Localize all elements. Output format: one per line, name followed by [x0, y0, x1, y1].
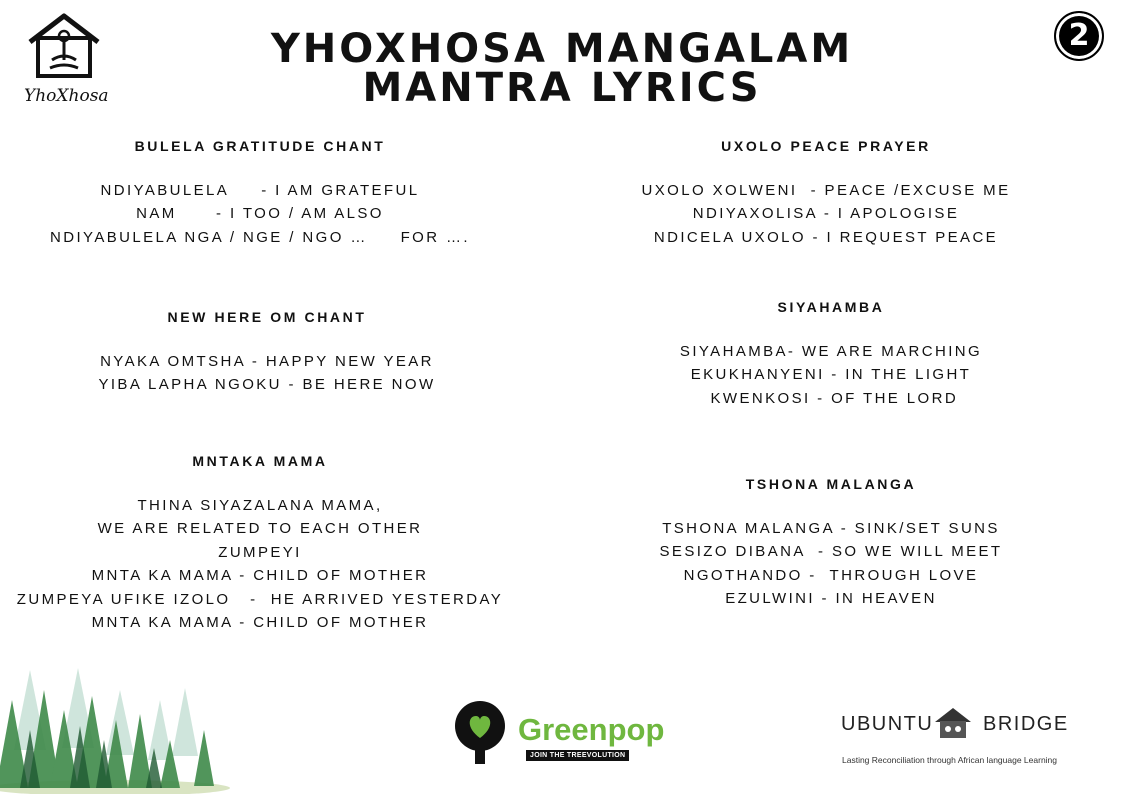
- lyric-line: NDIYABULELA - I AM GRATEFUL: [100, 182, 420, 199]
- ubuntu-bridge-wordmark-right: BRIDGE: [983, 713, 1069, 735]
- lyric-line: TSHONA MALANGA - SINK/SET SUNS: [662, 520, 1000, 537]
- ubuntu-bridge-tagline: Lasting Reconciliation through African language Learning: [842, 755, 1058, 765]
- ubuntu-bridge-logo: [838, 704, 1078, 770]
- lyric-line: ZUMPEYA UFIKE IZOLO - HE ARRIVED YESTERDAY: [16, 590, 504, 608]
- section-heading: SIYAHAMBA: [777, 299, 885, 315]
- lyrics-lines: [576, 179, 1076, 249]
- section-mntaka-mama: [10, 452, 510, 634]
- lyrics-lines: [10, 494, 510, 634]
- section-heading: MNTAKA MAMA: [192, 453, 328, 469]
- section-heading: BULELA GRATITUDE CHANT: [134, 138, 386, 154]
- lyric-line: KWENKOSI - OF THE LORD: [703, 389, 959, 407]
- lyric-line: NDIYABULELA NGA / NGE / NGO … FOR ….: [50, 228, 470, 246]
- lyrics-lines: [17, 350, 517, 397]
- logo-wordmark: YhoXhosa: [24, 86, 109, 106]
- forest-illustration: [0, 660, 240, 794]
- lyric-line: NDIYAXOLISA - I APOLOGISE: [692, 205, 960, 223]
- house-icon: [933, 706, 973, 740]
- lyric-line: EZULWINI - IN HEAVEN: [725, 590, 937, 608]
- lyric-line: NYAKA OMTSHA - HAPPY NEW YEAR: [100, 353, 434, 370]
- section-siyahamba: [581, 298, 1081, 410]
- page-title-line-2: MANTRA LYRICS: [362, 65, 762, 111]
- greenpop-wordmark: Greenpop: [518, 712, 665, 747]
- section-heading: UXOLO PEACE PRAYER: [721, 138, 931, 154]
- lyric-line: NGOTHANDO - THROUGH LOVE: [683, 566, 979, 584]
- ubuntu-bridge-wordmark-left: UBUNTU: [841, 713, 934, 735]
- lyric-line: THINA SIYAZALANA MAMA,: [137, 497, 383, 514]
- lyric-line: NAM - I TOO / AM ALSO: [136, 205, 384, 223]
- lyric-line: EKUKHANYENI - IN THE LIGHT: [690, 366, 972, 384]
- greenpop-logo: [452, 700, 665, 770]
- lyric-line: UXOLO XOLWENI - PEACE /EXCUSE ME: [641, 182, 1011, 199]
- section-heading: NEW HERE OM CHANT: [167, 309, 367, 325]
- lyric-line: SIYAHAMBA- WE ARE MARCHING: [679, 343, 983, 360]
- tree-heart-icon: [452, 700, 508, 766]
- lyric-line: MNTA KA MAMA - CHILD OF MOTHER: [91, 614, 429, 632]
- page-title-line-1: YHOXHOSA MANGALAM: [270, 26, 854, 72]
- lyrics-lines: [581, 340, 1081, 410]
- section-new-here: [17, 308, 517, 397]
- lyric-line: WE ARE RELATED TO EACH OTHER: [97, 520, 423, 538]
- greenpop-tagline: JOIN THE TREEVOLUTION: [526, 750, 629, 761]
- section-bulela: [10, 137, 510, 249]
- lyrics-lines: [581, 517, 1081, 611]
- page-number-badge: 2: [1054, 11, 1104, 61]
- section-tshona-malanga: [581, 475, 1081, 611]
- lyric-line: YIBA LAPHA NGOKU - BE HERE NOW: [98, 376, 436, 394]
- section-heading: TSHONA MALANGA: [745, 476, 917, 492]
- lyric-line: MNTA KA MAMA - CHILD OF MOTHER: [91, 567, 429, 585]
- lyric-line: SESIZO DIBANA - SO WE WILL MEET: [659, 543, 1003, 561]
- section-uxolo: [576, 137, 1076, 249]
- lyric-line: ZUMPEYI: [218, 543, 302, 561]
- lyrics-lines: [10, 179, 510, 249]
- lyric-line: NDICELA UXOLO - I REQUEST PEACE: [653, 228, 999, 246]
